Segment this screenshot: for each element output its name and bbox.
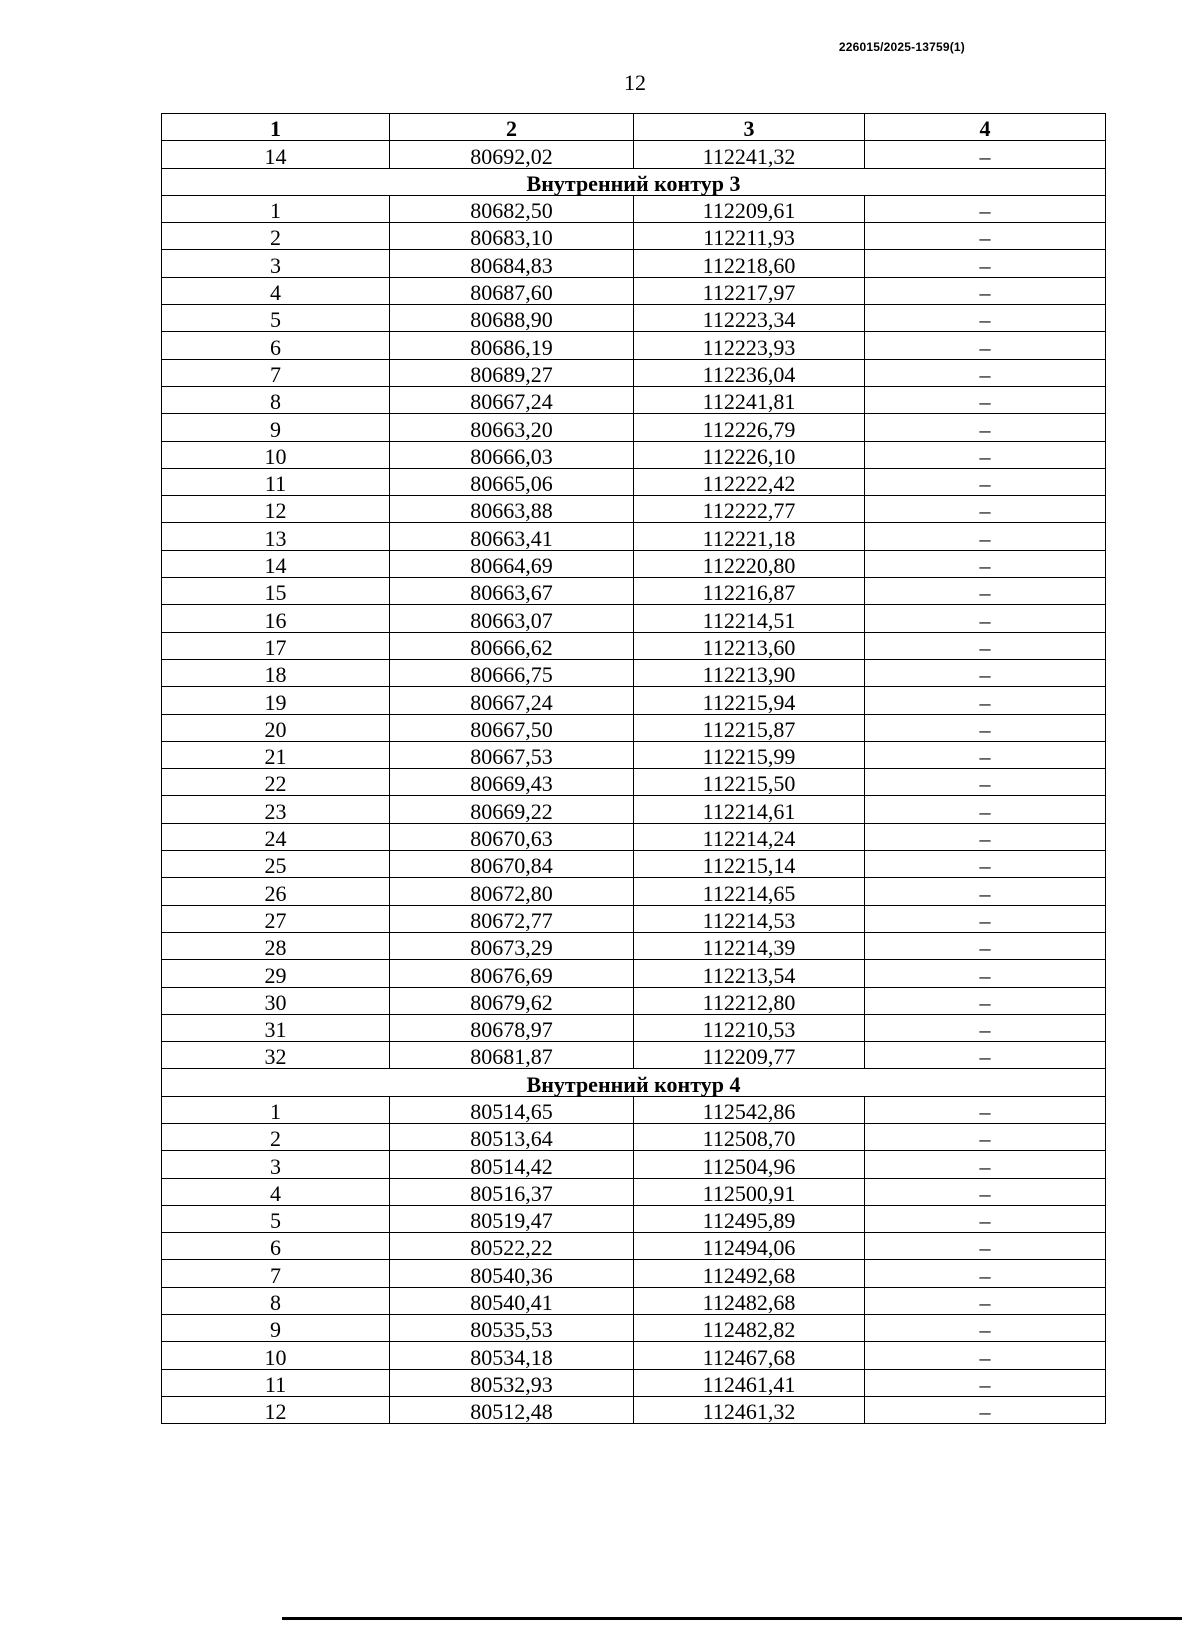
table-body [162, 141, 1106, 1424]
accuracy-cell: – [865, 687, 1106, 714]
point-number-cell: 12 [162, 496, 390, 523]
point-number-cell: 7 [162, 1260, 390, 1287]
point-number-cell: 27 [162, 905, 390, 932]
x-coordinate-cell: 80664,69 [390, 550, 634, 577]
accuracy-cell: – [865, 441, 1106, 468]
point-number-cell: 19 [162, 687, 390, 714]
table-row [162, 1205, 1106, 1232]
y-coordinate-cell: 112210,53 [634, 1014, 865, 1041]
x-coordinate-cell: 80666,75 [390, 659, 634, 686]
x-coordinate-cell: 80522,22 [390, 1233, 634, 1260]
accuracy-cell: – [865, 714, 1106, 741]
x-coordinate-cell: 80512,48 [390, 1396, 634, 1423]
table-row [162, 905, 1106, 932]
table-row [162, 1233, 1106, 1260]
x-coordinate-cell: 80663,41 [390, 523, 634, 550]
point-number-cell: 9 [162, 414, 390, 441]
table-row [162, 714, 1106, 741]
point-number-cell: 16 [162, 605, 390, 632]
y-coordinate-cell: 112221,18 [634, 523, 865, 550]
y-coordinate-cell: 112508,70 [634, 1123, 865, 1150]
accuracy-cell: – [865, 414, 1106, 441]
accuracy-cell: – [865, 1151, 1106, 1178]
x-coordinate-cell: 80670,63 [390, 823, 634, 850]
accuracy-cell: – [865, 878, 1106, 905]
accuracy-cell: – [865, 987, 1106, 1014]
table-row [162, 659, 1106, 686]
accuracy-cell: – [865, 1205, 1106, 1232]
point-number-cell: 2 [162, 1123, 390, 1150]
y-coordinate-cell: 112542,86 [634, 1096, 865, 1123]
x-coordinate-cell: 80667,24 [390, 386, 634, 413]
point-number-cell: 32 [162, 1042, 390, 1069]
y-coordinate-cell: 112494,06 [634, 1233, 865, 1260]
point-number-cell: 9 [162, 1315, 390, 1342]
point-number-cell: 20 [162, 714, 390, 741]
column-header: 2 [390, 114, 634, 141]
y-coordinate-cell: 112241,32 [634, 141, 865, 168]
y-coordinate-cell: 112467,68 [634, 1342, 865, 1369]
point-number-cell: 6 [162, 1233, 390, 1260]
point-number-cell: 11 [162, 1369, 390, 1396]
y-coordinate-cell: 112214,61 [634, 796, 865, 823]
point-number-cell: 18 [162, 659, 390, 686]
accuracy-cell: – [865, 1287, 1106, 1314]
accuracy-cell: – [865, 741, 1106, 768]
document-id: 226015/2025-13759(1) [838, 40, 965, 54]
accuracy-cell: – [865, 905, 1106, 932]
y-coordinate-cell: 112482,68 [634, 1287, 865, 1314]
y-coordinate-cell: 112214,51 [634, 605, 865, 632]
y-coordinate-cell: 112211,93 [634, 223, 865, 250]
point-number-cell: 5 [162, 1205, 390, 1232]
point-number-cell: 8 [162, 1287, 390, 1314]
point-number-cell: 31 [162, 1014, 390, 1041]
x-coordinate-cell: 80513,64 [390, 1123, 634, 1150]
section-title-row [162, 168, 1106, 195]
accuracy-cell: – [865, 1178, 1106, 1205]
table-row [162, 741, 1106, 768]
y-coordinate-cell: 112215,99 [634, 741, 865, 768]
y-coordinate-cell: 112222,42 [634, 468, 865, 495]
y-coordinate-cell: 112215,50 [634, 769, 865, 796]
y-coordinate-cell: 112214,24 [634, 823, 865, 850]
x-coordinate-cell: 80688,90 [390, 305, 634, 332]
section-title: Внутренний контур 4 [162, 1069, 1106, 1096]
y-coordinate-cell: 112217,97 [634, 277, 865, 304]
x-coordinate-cell: 80676,69 [390, 960, 634, 987]
accuracy-cell: – [865, 1260, 1106, 1287]
accuracy-cell: – [865, 496, 1106, 523]
point-number-cell: 1 [162, 195, 390, 222]
table-row [162, 605, 1106, 632]
y-coordinate-cell: 112215,94 [634, 687, 865, 714]
table-row [162, 1396, 1106, 1423]
accuracy-cell: – [865, 141, 1106, 168]
accuracy-cell: – [865, 632, 1106, 659]
x-coordinate-cell: 80669,22 [390, 796, 634, 823]
y-coordinate-cell: 112213,60 [634, 632, 865, 659]
table-row [162, 1014, 1106, 1041]
accuracy-cell: – [865, 195, 1106, 222]
x-coordinate-cell: 80670,84 [390, 851, 634, 878]
accuracy-cell: – [865, 386, 1106, 413]
accuracy-cell: – [865, 1396, 1106, 1423]
x-coordinate-cell: 80679,62 [390, 987, 634, 1014]
accuracy-cell: – [865, 359, 1106, 386]
x-coordinate-cell: 80663,67 [390, 578, 634, 605]
table-row [162, 496, 1106, 523]
table-row [162, 823, 1106, 850]
accuracy-cell: – [865, 250, 1106, 277]
table-row [162, 987, 1106, 1014]
table-row [162, 932, 1106, 959]
y-coordinate-cell: 112215,87 [634, 714, 865, 741]
table-row [162, 195, 1106, 222]
y-coordinate-cell: 112214,39 [634, 932, 865, 959]
point-number-cell: 8 [162, 386, 390, 413]
y-coordinate-cell: 112461,41 [634, 1369, 865, 1396]
point-number-cell: 4 [162, 277, 390, 304]
point-number-cell: 23 [162, 796, 390, 823]
accuracy-cell: – [865, 305, 1106, 332]
point-number-cell: 12 [162, 1396, 390, 1423]
x-coordinate-cell: 80678,97 [390, 1014, 634, 1041]
x-coordinate-cell: 80687,60 [390, 277, 634, 304]
accuracy-cell: – [865, 468, 1106, 495]
x-coordinate-cell: 80532,93 [390, 1369, 634, 1396]
y-coordinate-cell: 112209,61 [634, 195, 865, 222]
x-coordinate-cell: 80667,24 [390, 687, 634, 714]
y-coordinate-cell: 112216,87 [634, 578, 865, 605]
point-number-cell: 10 [162, 1342, 390, 1369]
table-row [162, 359, 1106, 386]
table-row [162, 1369, 1106, 1396]
point-number-cell: 5 [162, 305, 390, 332]
point-number-cell: 14 [162, 550, 390, 577]
x-coordinate-cell: 80534,18 [390, 1342, 634, 1369]
point-number-cell: 17 [162, 632, 390, 659]
point-number-cell: 21 [162, 741, 390, 768]
accuracy-cell: – [865, 1315, 1106, 1342]
x-coordinate-cell: 80516,37 [390, 1178, 634, 1205]
y-coordinate-cell: 112213,90 [634, 659, 865, 686]
y-coordinate-cell: 112223,34 [634, 305, 865, 332]
table-row [162, 960, 1106, 987]
point-number-cell: 28 [162, 932, 390, 959]
y-coordinate-cell: 112492,68 [634, 1260, 865, 1287]
point-number-cell: 4 [162, 1178, 390, 1205]
table-row [162, 1178, 1106, 1205]
y-coordinate-cell: 112215,14 [634, 851, 865, 878]
column-header: 3 [634, 114, 865, 141]
point-number-cell: 30 [162, 987, 390, 1014]
column-header: 1 [162, 114, 390, 141]
x-coordinate-cell: 80519,47 [390, 1205, 634, 1232]
y-coordinate-cell: 112222,77 [634, 496, 865, 523]
column-header: 4 [865, 114, 1106, 141]
accuracy-cell: – [865, 550, 1106, 577]
x-coordinate-cell: 80663,88 [390, 496, 634, 523]
accuracy-cell: – [865, 796, 1106, 823]
accuracy-cell: – [865, 578, 1106, 605]
point-number-cell: 13 [162, 523, 390, 550]
section-title: Внутренний контур 3 [162, 168, 1106, 195]
point-number-cell: 29 [162, 960, 390, 987]
y-coordinate-cell: 112212,80 [634, 987, 865, 1014]
y-coordinate-cell: 112213,54 [634, 960, 865, 987]
x-coordinate-cell: 80673,29 [390, 932, 634, 959]
accuracy-cell: – [865, 769, 1106, 796]
y-coordinate-cell: 112214,53 [634, 905, 865, 932]
x-coordinate-cell: 80665,06 [390, 468, 634, 495]
accuracy-cell: – [865, 823, 1106, 850]
point-number-cell: 1 [162, 1096, 390, 1123]
table-row [162, 523, 1106, 550]
accuracy-cell: – [865, 523, 1106, 550]
y-coordinate-cell: 112500,91 [634, 1178, 865, 1205]
accuracy-cell: – [865, 332, 1106, 359]
x-coordinate-cell: 80667,50 [390, 714, 634, 741]
accuracy-cell: – [865, 1096, 1106, 1123]
y-coordinate-cell: 112223,93 [634, 332, 865, 359]
point-number-cell: 6 [162, 332, 390, 359]
table-row [162, 332, 1106, 359]
x-coordinate-cell: 80683,10 [390, 223, 634, 250]
table-header-row [162, 114, 1106, 141]
accuracy-cell: – [865, 851, 1106, 878]
x-coordinate-cell: 80663,07 [390, 605, 634, 632]
point-number-cell: 14 [162, 141, 390, 168]
x-coordinate-cell: 80689,27 [390, 359, 634, 386]
point-number-cell: 10 [162, 441, 390, 468]
accuracy-cell: – [865, 605, 1106, 632]
accuracy-cell: – [865, 223, 1106, 250]
table-row [162, 1123, 1106, 1150]
table-row [162, 578, 1106, 605]
point-number-cell: 7 [162, 359, 390, 386]
x-coordinate-cell: 80672,77 [390, 905, 634, 932]
point-number-cell: 26 [162, 878, 390, 905]
x-coordinate-cell: 80540,41 [390, 1287, 634, 1314]
table-row [162, 468, 1106, 495]
table-row [162, 851, 1106, 878]
table-row [162, 632, 1106, 659]
x-coordinate-cell: 80686,19 [390, 332, 634, 359]
y-coordinate-cell: 112504,96 [634, 1151, 865, 1178]
table-row [162, 550, 1106, 577]
x-coordinate-cell: 80514,65 [390, 1096, 634, 1123]
y-coordinate-cell: 112220,80 [634, 550, 865, 577]
accuracy-cell: – [865, 1014, 1106, 1041]
section-title-row [162, 1069, 1106, 1096]
table-row [162, 1042, 1106, 1069]
y-coordinate-cell: 112209,77 [634, 1042, 865, 1069]
point-number-cell: 22 [162, 769, 390, 796]
y-coordinate-cell: 112214,65 [634, 878, 865, 905]
table-row [162, 441, 1106, 468]
table-row [162, 414, 1106, 441]
table-row [162, 1151, 1106, 1178]
point-number-cell: 25 [162, 851, 390, 878]
y-coordinate-cell: 112226,10 [634, 441, 865, 468]
table-row [162, 1260, 1106, 1287]
point-number-cell: 3 [162, 250, 390, 277]
x-coordinate-cell: 80666,03 [390, 441, 634, 468]
table-row [162, 305, 1106, 332]
table-row [162, 1287, 1106, 1314]
table-row [162, 277, 1106, 304]
x-coordinate-cell: 80667,53 [390, 741, 634, 768]
page-number: 12 [624, 70, 646, 95]
x-coordinate-cell: 80540,36 [390, 1260, 634, 1287]
accuracy-cell: – [865, 659, 1106, 686]
y-coordinate-cell: 112241,81 [634, 386, 865, 413]
x-coordinate-cell: 80681,87 [390, 1042, 634, 1069]
table-row [162, 796, 1106, 823]
accuracy-cell: – [865, 932, 1106, 959]
scan-edge-line [282, 1617, 1182, 1620]
x-coordinate-cell: 80684,83 [390, 250, 634, 277]
x-coordinate-cell: 80672,80 [390, 878, 634, 905]
table-row [162, 250, 1106, 277]
x-coordinate-cell: 80514,42 [390, 1151, 634, 1178]
x-coordinate-cell: 80682,50 [390, 195, 634, 222]
y-coordinate-cell: 112226,79 [634, 414, 865, 441]
y-coordinate-cell: 112461,32 [634, 1396, 865, 1423]
x-coordinate-cell: 80669,43 [390, 769, 634, 796]
x-coordinate-cell: 80666,62 [390, 632, 634, 659]
table-row [162, 1342, 1106, 1369]
y-coordinate-cell: 112482,82 [634, 1315, 865, 1342]
table-row [162, 1096, 1106, 1123]
accuracy-cell: – [865, 1369, 1106, 1396]
x-coordinate-cell: 80692,02 [390, 141, 634, 168]
point-number-cell: 15 [162, 578, 390, 605]
coordinates-table [161, 113, 1106, 1424]
y-coordinate-cell: 112218,60 [634, 250, 865, 277]
table-row [162, 223, 1106, 250]
y-coordinate-cell: 112495,89 [634, 1205, 865, 1232]
table-row [162, 141, 1106, 168]
y-coordinate-cell: 112236,04 [634, 359, 865, 386]
point-number-cell: 11 [162, 468, 390, 495]
accuracy-cell: – [865, 1342, 1106, 1369]
accuracy-cell: – [865, 1123, 1106, 1150]
accuracy-cell: – [865, 1233, 1106, 1260]
x-coordinate-cell: 80663,20 [390, 414, 634, 441]
accuracy-cell: – [865, 960, 1106, 987]
x-coordinate-cell: 80535,53 [390, 1315, 634, 1342]
table-row [162, 1315, 1106, 1342]
table-row [162, 769, 1106, 796]
point-number-cell: 3 [162, 1151, 390, 1178]
point-number-cell: 24 [162, 823, 390, 850]
table-row [162, 878, 1106, 905]
point-number-cell: 2 [162, 223, 390, 250]
accuracy-cell: – [865, 277, 1106, 304]
accuracy-cell: – [865, 1042, 1106, 1069]
table-row [162, 687, 1106, 714]
table-row [162, 386, 1106, 413]
